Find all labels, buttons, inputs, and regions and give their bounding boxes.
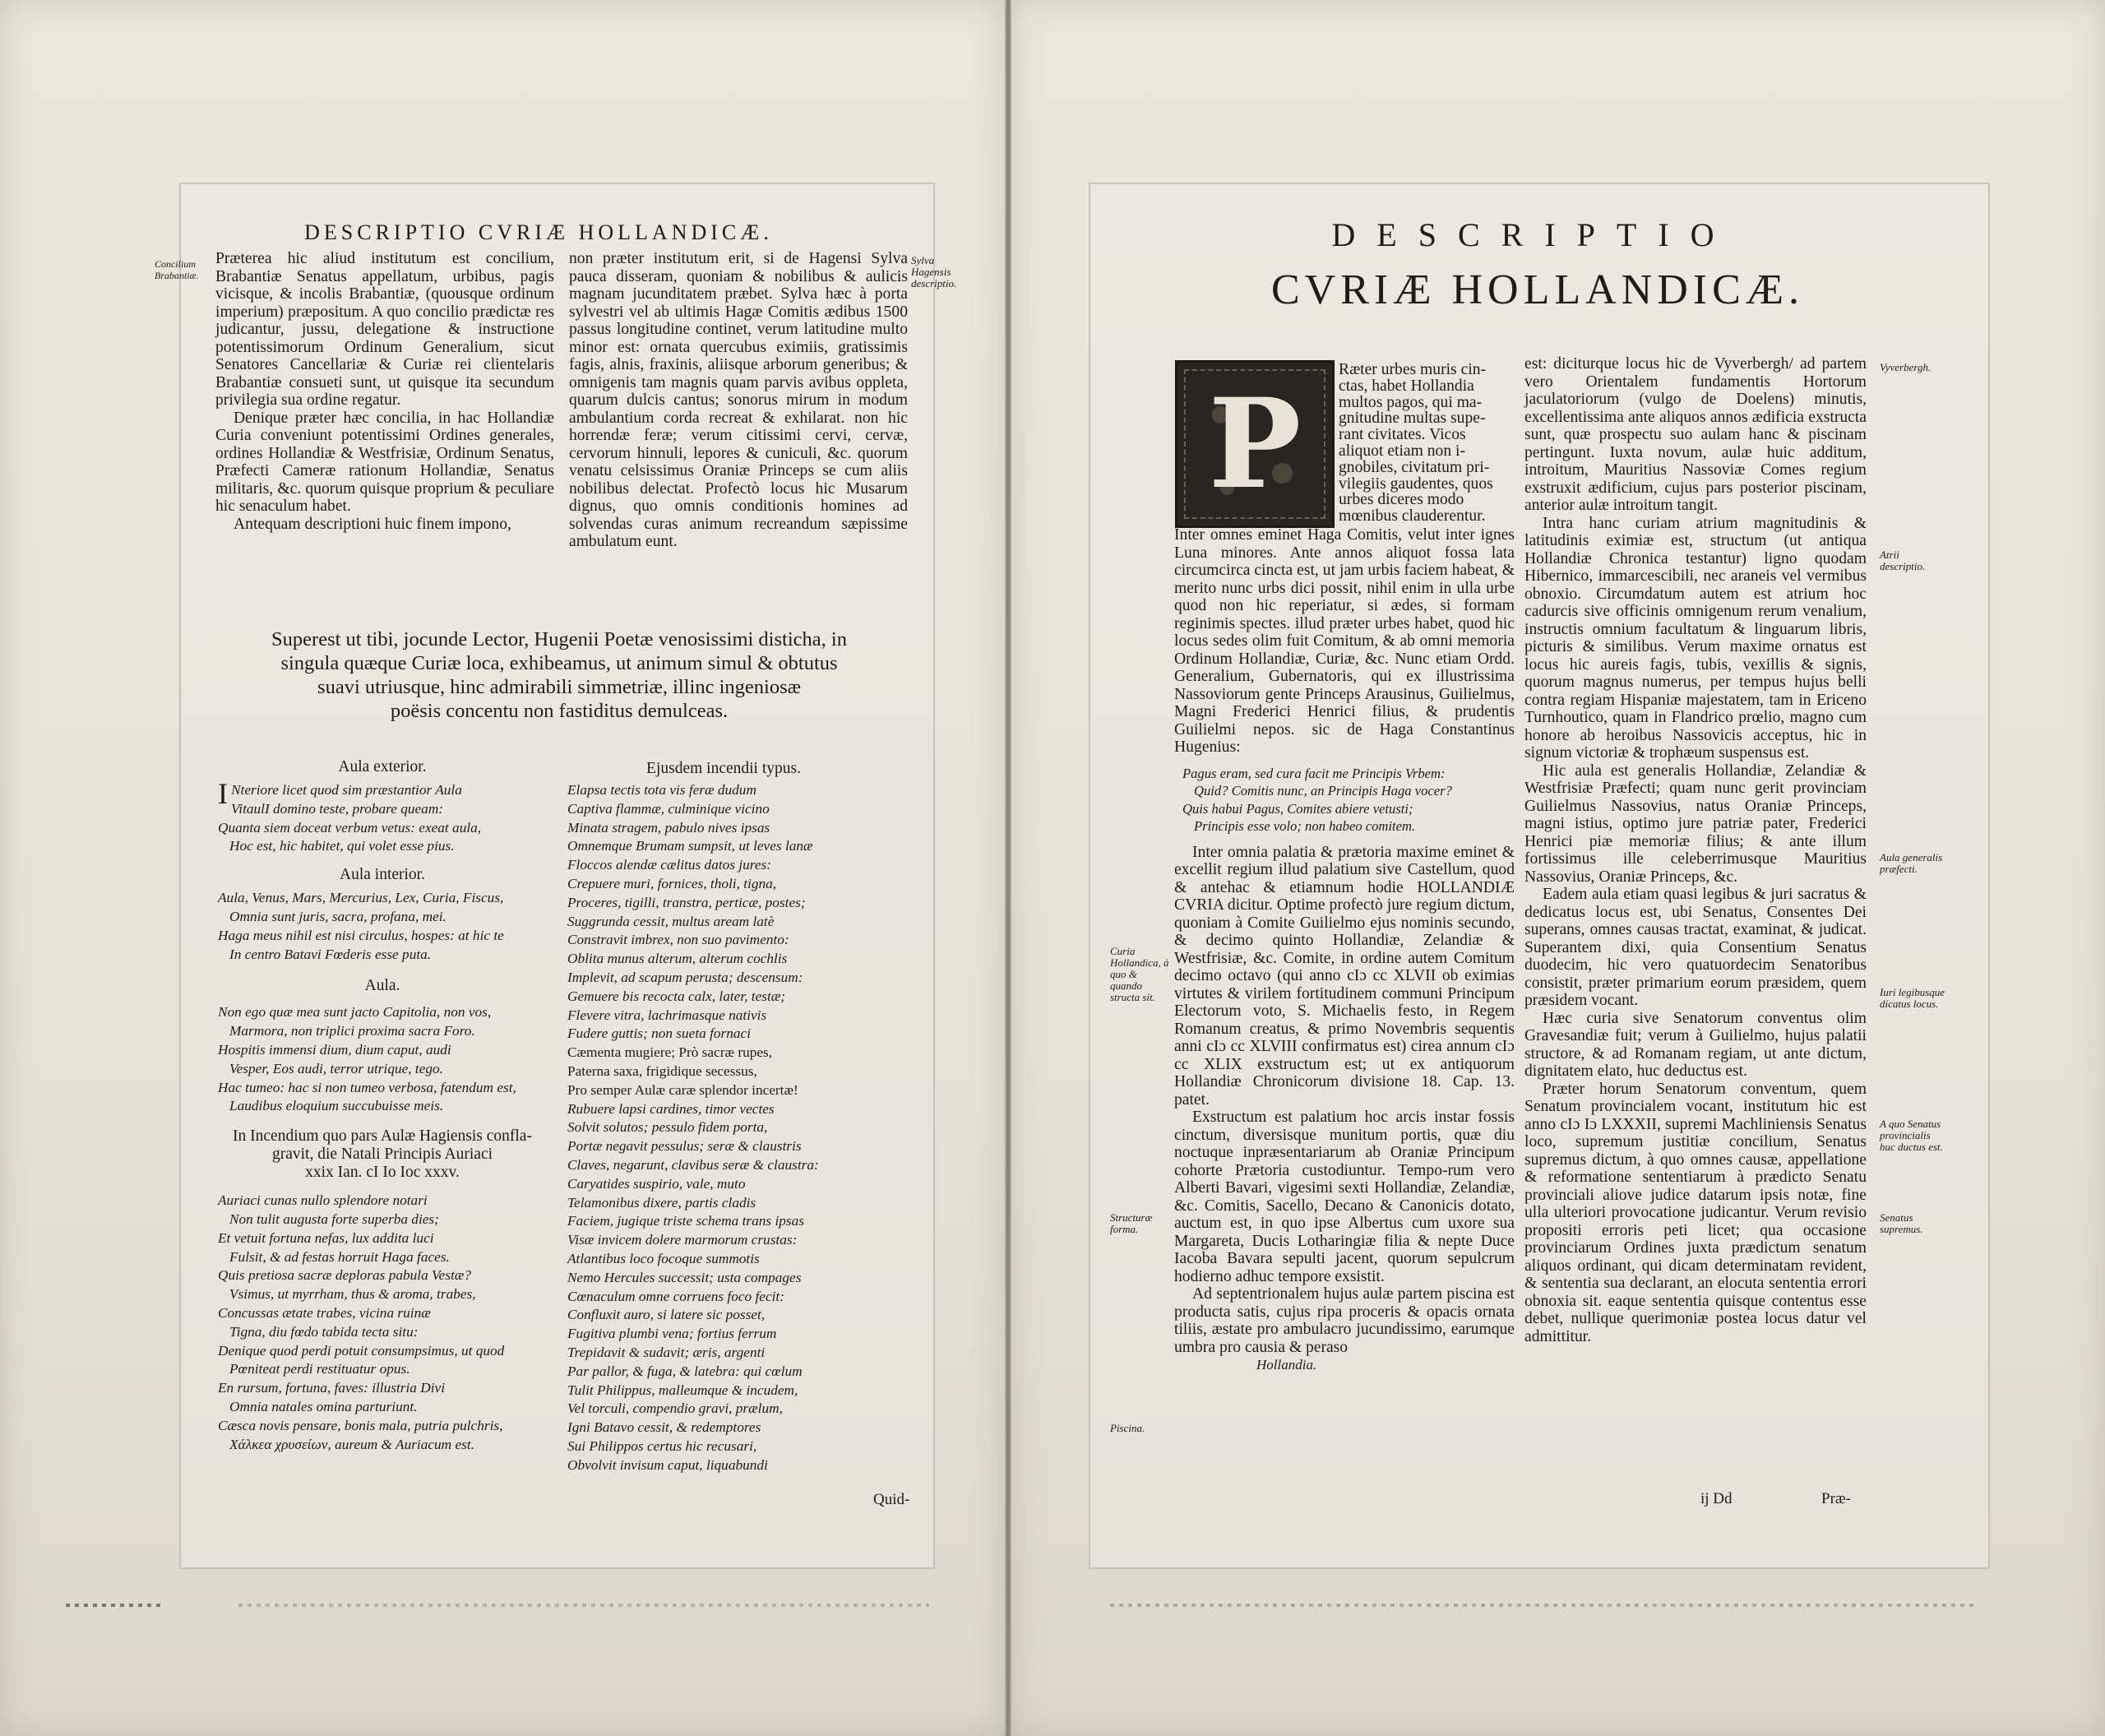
verse-line: Confluxit auro, si latere sic posset, — [567, 1307, 766, 1323]
margin-note-sylva: Sylva Hagensis descriptio. — [911, 254, 957, 289]
poem-title: Ejusdem incendii typus. — [646, 760, 801, 777]
margin-note-vyverbergh: Vyverbergh. — [1880, 361, 1932, 373]
dropcap-side-text — [1339, 362, 1513, 525]
initial-ornament — [1184, 369, 1325, 519]
title-line: gravit, die Natali Principis Auriaci — [271, 1146, 493, 1164]
verse-line: Nemo Hercules successit; usta compages — [567, 1269, 802, 1285]
text-line: vilegiis gaudentes, quos — [1339, 475, 1493, 493]
verse-line: Crepuere muri, fornices, tholi, tigna, — [567, 875, 777, 891]
verse-line: Quis pretiosa sacræ deploras pabula Vestæ? — [218, 1267, 472, 1284]
verse-line: Atlantibus loco focoque summotis — [567, 1250, 760, 1266]
verse-line: Denique quod perdi potuit consumpsimus, ut quod — [218, 1342, 505, 1359]
verse-line: Minata stragem, pabulo nives ipsas — [567, 819, 770, 836]
poem-column-left — [218, 758, 547, 1454]
verse-line: Portæ negavit pessulus; seræ & claustris — [567, 1138, 802, 1155]
left-column-1 — [215, 250, 554, 533]
stitch-marks — [1110, 1604, 1973, 1607]
poem-aula-interior — [218, 889, 547, 964]
verse-line: Gemuere bis recocta calx, later, testæ; — [567, 988, 786, 1004]
right-page — [1011, 0, 2105, 1736]
verse-line: Captiva flammæ, culminique vicino — [567, 800, 770, 817]
verse-line: Laudibus eloquium succubuisse meis. — [229, 1098, 444, 1114]
poem-aula-exterior — [218, 777, 547, 856]
poem-incendium — [218, 1192, 547, 1454]
text-line: gnitudine multas supe- — [1339, 410, 1486, 428]
verse-line: Aula, Venus, Mars, Mercurius, Lex, Curia, Fiscus, — [218, 890, 504, 906]
margin-note-concilium: Concilium Brabantiæ. — [155, 258, 199, 281]
paragraph: Hic aula est generalis Hollandiæ, Zelandiæ & Westfrisiæ Præfecti; quam nunc gerit provinciam Guilielmus Nassovius, natus Oraniæ Princeps, magni istius, optimo jure patriæ pater, Frederici Henrici piæ memoriæ filius; & ante illum fortissimus ille celeberrimusque Mauritius Nassovius, Oraniæ Princeps, &c. — [1524, 762, 1867, 886]
decorated-initial — [1175, 360, 1335, 528]
text-line: aliquot etiam non i- — [1339, 442, 1465, 460]
verse-line: Elapsa tectis tota vis feræ dudum — [567, 782, 756, 798]
verse-line: Constravit imbrex, non suo pavimento: — [567, 932, 789, 948]
verse-line: Pro semper Aulæ caræ splendor incertæ! — [567, 1081, 798, 1098]
verse-line: Visæ invicem dolere marmorum crustas: — [567, 1232, 798, 1248]
signature-mark: ij Dd — [1700, 1490, 1733, 1507]
verse-line: Hac tumeo: hac si non tumeo verbosa, fatendum est, — [218, 1079, 516, 1095]
lead-line: poësis concentu non fastiditus demulceas. — [390, 700, 729, 722]
verse-line: Principis esse volo; non habeo comitem. — [1194, 818, 1416, 834]
poem-incendii-typus — [567, 781, 880, 1474]
right-column-2 — [1524, 355, 1867, 1345]
verse-line: Fulsit, & ad festas horruit Haga faces. — [229, 1248, 450, 1265]
text-line: rant civitates. Vicos — [1339, 426, 1466, 444]
verse-line: Hoc est, hic habitet, qui volet esse pius. — [229, 838, 455, 854]
introduction-lead — [206, 627, 913, 723]
verse-line: In centro Batavi Fœderis esse puta. — [229, 946, 432, 962]
paragraph: Hæc curia sive Senatorum conventus olim Gravesandiæ fuit; verum à Guilielmo, hujus palatii structore, & ad Romanam regiam, ut ante dictum, dignitatem elato, huc deductus est. — [1524, 1009, 1867, 1080]
page-title-line-1: DESCRIPTIO — [1331, 216, 1736, 253]
paragraph: Denique præter hæc concilia, in hac Hollandiæ Curia conveniunt potentissimi Ordines generales, ordines Hollandiæ & Westfrisiæ, Ordinum Senatus, Præfecti Cameræ rationum Hollandiæ, Senatus militaris, &c. quorum quisque proprium & peculiare hic senaculum habet. — [215, 409, 554, 515]
column-foot: Hollandia. — [1256, 1357, 1317, 1373]
verse-line: Suggrunda cessit, multus aream latè — [567, 913, 775, 929]
poem-aula — [218, 1003, 547, 1116]
right-column-1 — [1174, 526, 1515, 1374]
page-title-line-2: CVRIÆ HOLLANDICÆ. — [1271, 266, 1804, 313]
binding-gutter — [1005, 0, 1011, 1736]
left-column-2 — [569, 250, 908, 551]
initial-letter: I — [218, 777, 228, 810]
verse-line: Vsimus, ut myrrham, thus & aroma, trabes, — [229, 1286, 476, 1303]
verse-line: Quis habui Pagus, Comites abiere vetusti; — [1182, 800, 1413, 817]
verse-line: En rursum, fortuna, faves: illustria Divi — [218, 1380, 446, 1396]
verse-line: Hospitis immensi dium, dium caput, audi — [218, 1041, 451, 1058]
running-head: DESCRIPTIO CVRIÆ HOLLANDICÆ. — [304, 220, 773, 244]
text-line: ctas, habet Hollandia — [1339, 377, 1474, 395]
poem-title: Aula. — [364, 977, 400, 995]
verse-line: Quanta siem doceat verbum vetus: exeat aula, — [218, 819, 482, 836]
verse-line: Implevit, ad scapum perusta; descensum: — [567, 969, 803, 985]
lead-line: suavi utriusque, hinc admirabili simmetriæ, illinc ingeniosæ — [317, 676, 801, 698]
verse-line: Sui Philippos certus hic recusari, — [567, 1437, 757, 1454]
poem-column-right — [567, 760, 880, 1474]
verse-line: Solvit solutos; pessulo fidem porta, — [567, 1119, 768, 1136]
verse-line: Quid? Comitis nunc, an Principis Haga vocer? — [1194, 783, 1452, 799]
text-line: multos pagos, qui ma- — [1339, 393, 1483, 411]
verse-line: Non ego quæ mea sunt jacto Capitolia, non vos, — [218, 1004, 492, 1021]
paragraph: Antequam descriptioni huic finem impono, — [234, 515, 511, 533]
verse-line: Igni Batavo cessit, & redemptores — [567, 1419, 761, 1436]
verse-line: Obvolvit invisum caput, liquabundi — [567, 1456, 768, 1473]
verse-line: Floccos alendæ cælitus datos jures: — [567, 857, 771, 873]
verse-line: Auriaci cunas nullo splendore notari — [218, 1192, 428, 1209]
verse-line: Omnemque Brumam sumpsit, ut leves lanæ — [567, 838, 813, 854]
margin-note-atrii: Atrii descriptio. — [1880, 549, 1926, 572]
margin-note-senatus-supremus: Senatus supremus. — [1880, 1211, 1923, 1235]
stitch-marks — [66, 1604, 164, 1607]
left-page — [0, 0, 1005, 1736]
margin-note-a-quo: A quo Senatus provincialis huc ductus est. — [1880, 1118, 1943, 1153]
verse-line: Faciem, jugique triste schema trans ipsas — [567, 1213, 804, 1229]
verse-line: Proceres, tigilli, transtra, perticæ, postes; — [567, 894, 806, 910]
text-line: urbes diceres modo — [1339, 491, 1464, 509]
lead-line: singula quæque Curiæ loca, exhibeamus, ut animum simul & obtutus — [280, 652, 838, 674]
paragraph: non præter institutum erit, si de Hagensi Sylva pauca disseram, quoniam & nobilibus & aulicis magnam jucunditatem præbet. Sylva hæc à porta sylvestri vel ab ultimis Hagæ Comitis ædibus 1500 passus longitudine continet, verum latitudine multo minor est: ornata quercubus eximiis, gratissimis fagis, alnis, fraxinis, aliisque arborum generibus; & omnigenis tam magnis quam parvis avibus oppleta, quarum dulcis cantus; sonorus mirum in modum ambulantium corda recreat & exhilarat. non hic horrendæ feræ; verum citissimi cervi, cervæ, cervorum hinnuli, lepores & cuniculi, &c. quorum venatu celsissimus Oraniæ Princeps se cum aliis nobilibus delectat. Profectò locus hic Musarum dignus, quo omnis conditionis homines ad solvendas curas animum recreandum sæpissime ambulatum eunt. — [569, 250, 908, 550]
verse-line: Oblita munus alterum, alterum cochlis — [567, 951, 788, 967]
paragraph: Præter horum Senatorum conventum, quem Senatum provincialem vocant, institutum hic est anno cIɔ Iɔ LXXXII, supremi Machliniensis Senatus loco, supremum justitiæ concilium, Senatus supremus dictum, à quo omnes causæ, appellatione & reformatione sententiarum à prædicto Senatu provinciali aliove judice datarum ipsis notæ, fine ulla ulteriori provocatione judicantur. Verum revisio propositi erroris peti licet; qua occasione provinciarum Ordines juxta prædictum senatum aliquos ordinant, qui dicam determinatam revident, & sententia sua declarant, an elocuta sententia errori obnoxia sit. eaque sententia quisque contentus esse debet, nullique querimoniæ postea locus datur vel admittitur. — [1524, 1080, 1867, 1345]
verse-line: Non tulit augusta forte superba dies; — [229, 1211, 439, 1227]
verse-line: Rubuere lapsi cardines, timor vectes — [567, 1100, 775, 1117]
verse-line: Tigna, diu fœdo tabida tecta situ: — [229, 1323, 419, 1340]
verse-line: Haga meus nihil est nisi circulus, hospes: at hic te — [218, 927, 504, 943]
paragraph: Intra hanc curiam atrium magnitudinis & latitudinis eximiæ est, structum (ut antiqua Hollandiæ Chronica testantur) ligno quodam Hibernico, immarcescibili, nec araneis vel vermibus obnoxio. Circumdatum autem est atrium hoc cadurcis sive officinis omnigenum rerum venalium, instructis omnium facultatum & linguarum libris, picturis & similibus. Verum maxime ornatus est locus hic aureis fagis, tubis, vexillis & signis, quorum magnus numerus, per tempus hujus belli contra regiam Hispaniæ majestatem, tam in Ericeno Turnhoutico, quam in Flandrico prœlio, magno cum honore ab heroibus Nassovicis acceptus, hic in signum victoriæ & trophæum suspensus est. — [1524, 514, 1867, 762]
paragraph: Inter omnes eminet Haga Comitis, velut inter ignes Luna minores. Ante annos aliquot fossa lata circumcirca cincta est, ut jam urbis faciem habeat, & merito nunc urbs dici possit, nihil enim in ulla urbe quod non hic reperiatur, si ædes, si formam reginimis spectes. illud præter urbes habet, quod hic locus sedes olim fuit Comitum, & ab omni memoria Ordinum Hollandiæ, Curiæ, &c. Nunc etiam Ordd. Generalium, Gubernatoris, qui ex illustrissima Nassoviorum gente Princeps Arausinus, Guilielmus, Magni Frederici Henrici filius, & prudentis Guilielmi nepos. sic de Haga Constantinus Hugenius: — [1174, 526, 1515, 756]
verse-line: Et vetuit fortuna nefas, lux addita luci — [218, 1229, 434, 1246]
verse-line: Vel torculi, compendio gravi, prælum, — [567, 1400, 783, 1417]
verse-line: Concussas ætate trabes, vicina ruinæ — [218, 1304, 431, 1321]
verse-line: Cœnaculum omne corruens foco fecit: — [567, 1288, 784, 1304]
text-line: gnobiles, civitatum pri- — [1339, 458, 1490, 476]
margin-note-aula-generalis: Aula generalis præfecti. — [1880, 851, 1943, 875]
paragraph: Inter omnia palatia & prætoria maxime eminet & excellit regium illud palatium sive Castellum, quod & antehac & etiamnum hodie HOLLANDIÆ CVRIA dicitur. Optime profectò jure regium dictum, quoniam à Comite Guilielmo ejus nominis secundo, & decimo quinto Hollandiæ, Zelandiæ & Westfrisiæ, &c. Comite, in ordine autem Comitum decimo octavo (qui anno cIɔ cc XLVII ob eximias virtutes & virilem fortitudinem communi Principum Electorum voto, S. Michaelis festo, in Regem Romanum creatus, & primo Novembris sequentis anni cIɔ cc XLVIII confirmatus est) cirea annum cIɔ cc XLIX exstructum est; ut ex antiquorum Hollandiæ Chronicorum divisione 18. Cap. 13. patet. — [1174, 843, 1515, 1109]
margin-note-piscina: Piscina. — [1110, 1422, 1145, 1434]
verse-line: Cæsca novis pensare, bonis mala, putria pulchris, — [218, 1417, 503, 1433]
verse-line: Caryatides suspirio, vale, muto — [567, 1175, 746, 1192]
verse-line: Vesper, Eos audi, terror utrique, tego. — [229, 1060, 444, 1076]
verse-line: Trepidavit & sudavit; æris, argenti — [567, 1344, 766, 1360]
verse-line: Χάλκεα χρυσείων, aureum & Auriacum est. — [229, 1436, 474, 1452]
huygens-epigram — [1182, 765, 1515, 836]
verse-line: Marmora, non triplici proxima sacra Foro. — [229, 1023, 475, 1039]
paragraph: Exstructum est palatium hoc arcis instar fossis cinctum, diversisque munitum portis, quæ diu noctuque inpræsentariarum ab Oraniæ Principum cohorte Prætoria custodiuntur. Tempo-rum vero Alberti Bavari, vigesimi sexti Hollandiæ, Zelandiæ, &c. Comitis, Sacello, Decano & Canonicis dotato, auctum est, in quo ipse Albertus cum uxore sua Margareta, Ducis Lotharingiæ filia & nepte Duce Iacoba Bavara sepulti jacent, quorum sepulcrum hodierno adhuc tempore exsistit. — [1174, 1109, 1515, 1285]
verse-line: Pœniteat perdi restituatur opus. — [229, 1361, 410, 1377]
verse-line: Fudere guttis; non sueta fornaci — [567, 1025, 752, 1042]
verse-line: Cæmenta mugiere; Prò sacræ rupes, — [567, 1044, 773, 1061]
verse-line: Tulit Philippus, malleumque & incudem, — [567, 1382, 798, 1398]
verse-line: Omnia natales omina parturiunt. — [229, 1398, 418, 1414]
paragraph: Eadem aula etiam quasi legibus & juri sacratus & dedicatus locus est, ubi Senatus, Consentes Dei superans, omnes causas tractat, examinat, & judicat. Superantem dixi, quia Consentium Senatus duodecim, hic vero quatuordecim Senatoribus consistit, præter primarium eorum præsidem, quem præsidem vocant. — [1524, 886, 1867, 1009]
verse-line: Pagus eram, sed cura facit me Principis Vrbem: — [1182, 765, 1446, 781]
verse-line: Nteriore licet quod sim præstantior Aula — [231, 782, 462, 798]
verse-line: Paterna saxa, frigidique secessus, — [567, 1062, 757, 1079]
verse-line: Omnia sunt juris, sacra, profana, mei. — [229, 908, 446, 924]
verse-line: VitaulI domino teste, probare queam: — [231, 800, 444, 817]
verse-line: Fugitiva plumbi vena; fortius ferrum — [567, 1326, 777, 1342]
margin-note-iuri: Iuri legibusque dicatus locus. — [1880, 986, 1945, 1010]
verse-line: Flevere vitra, lachrimasque nativis — [567, 1007, 767, 1023]
catchword: Præ- — [1821, 1490, 1851, 1507]
stitch-marks — [238, 1604, 929, 1607]
title-line: In Incendium quo pars Aulæ Hagiensis confla- — [233, 1127, 532, 1146]
verse-line: Par pallor, & fuga, & latebra: qui cœlum — [567, 1363, 803, 1379]
verse-line: Telamonibus dixere, partis cladis — [567, 1194, 756, 1211]
paragraph: est: diciturque locus hic de Vyverbergh/ ad partem vero Orientalem fundamentis Hortorum jaculatoriorum (vulgo de Doelens) minutis, excellentissima ante aliquos annos ædificia exstructa sunt, quæ prospectu suo aulam hanc & piscinam pertingunt. Iuxta novum, aulæ huic additum, introitum, Mauritius Nassoviæ Comes regium exstruxit ædificium, cujus pars posterior piscinam, anterior aulæ introitum tangit. — [1524, 355, 1867, 514]
poem-title: Aula interior. — [340, 866, 425, 884]
margin-note-structurae: Structuræ forma. — [1110, 1211, 1153, 1235]
catchword: Quid- — [873, 1491, 910, 1508]
poem-title-incendium — [218, 1127, 547, 1182]
text-line: mœnibus clauderentur. — [1339, 507, 1486, 525]
paragraph: Præterea hic aliud institutum est concilium, Brabantiæ Senatus appellatum, urbibus, pagis vicisque, & incolis Brabantiæ, (quousque ordinum imperium) præpositum. A quo concilio prædictæ res judicantur, jussu, delegatione & instructione potentissimorum Ordinum Generalium, sicut Senatores Cancellariæ & Curiæ rei clientelaris Brabantiæ consueti sunt, ut quisque ita secundum privilegia sua ordine regatur. — [215, 250, 554, 409]
initial-letter-p: P — [1208, 372, 1302, 516]
poem-title: Aula exterior. — [338, 758, 427, 775]
title-line: xxix Ian. cI Io Ioc xxxv. — [305, 1164, 460, 1182]
paragraph: Ad septentrionalem hujus aulæ partem piscina est producta satis, cujus ripa proceris & opacis ornata tiliis, æstate pro ambulacro jucundissimo, earumque umbra pro causia & peraso — [1174, 1285, 1515, 1356]
verse-line: Claves, negarunt, clavibus seræ & claustra: — [567, 1156, 819, 1173]
margin-note-curia: Curia Hollandica, à quo & quando structa sit. — [1110, 945, 1169, 1003]
lead-line: Superest ut tibi, jocunde Lector, Hugenii Poetæ venosissimi disticha, in — [271, 628, 847, 650]
text-line: Ræter urbes muris cin- — [1339, 361, 1487, 378]
